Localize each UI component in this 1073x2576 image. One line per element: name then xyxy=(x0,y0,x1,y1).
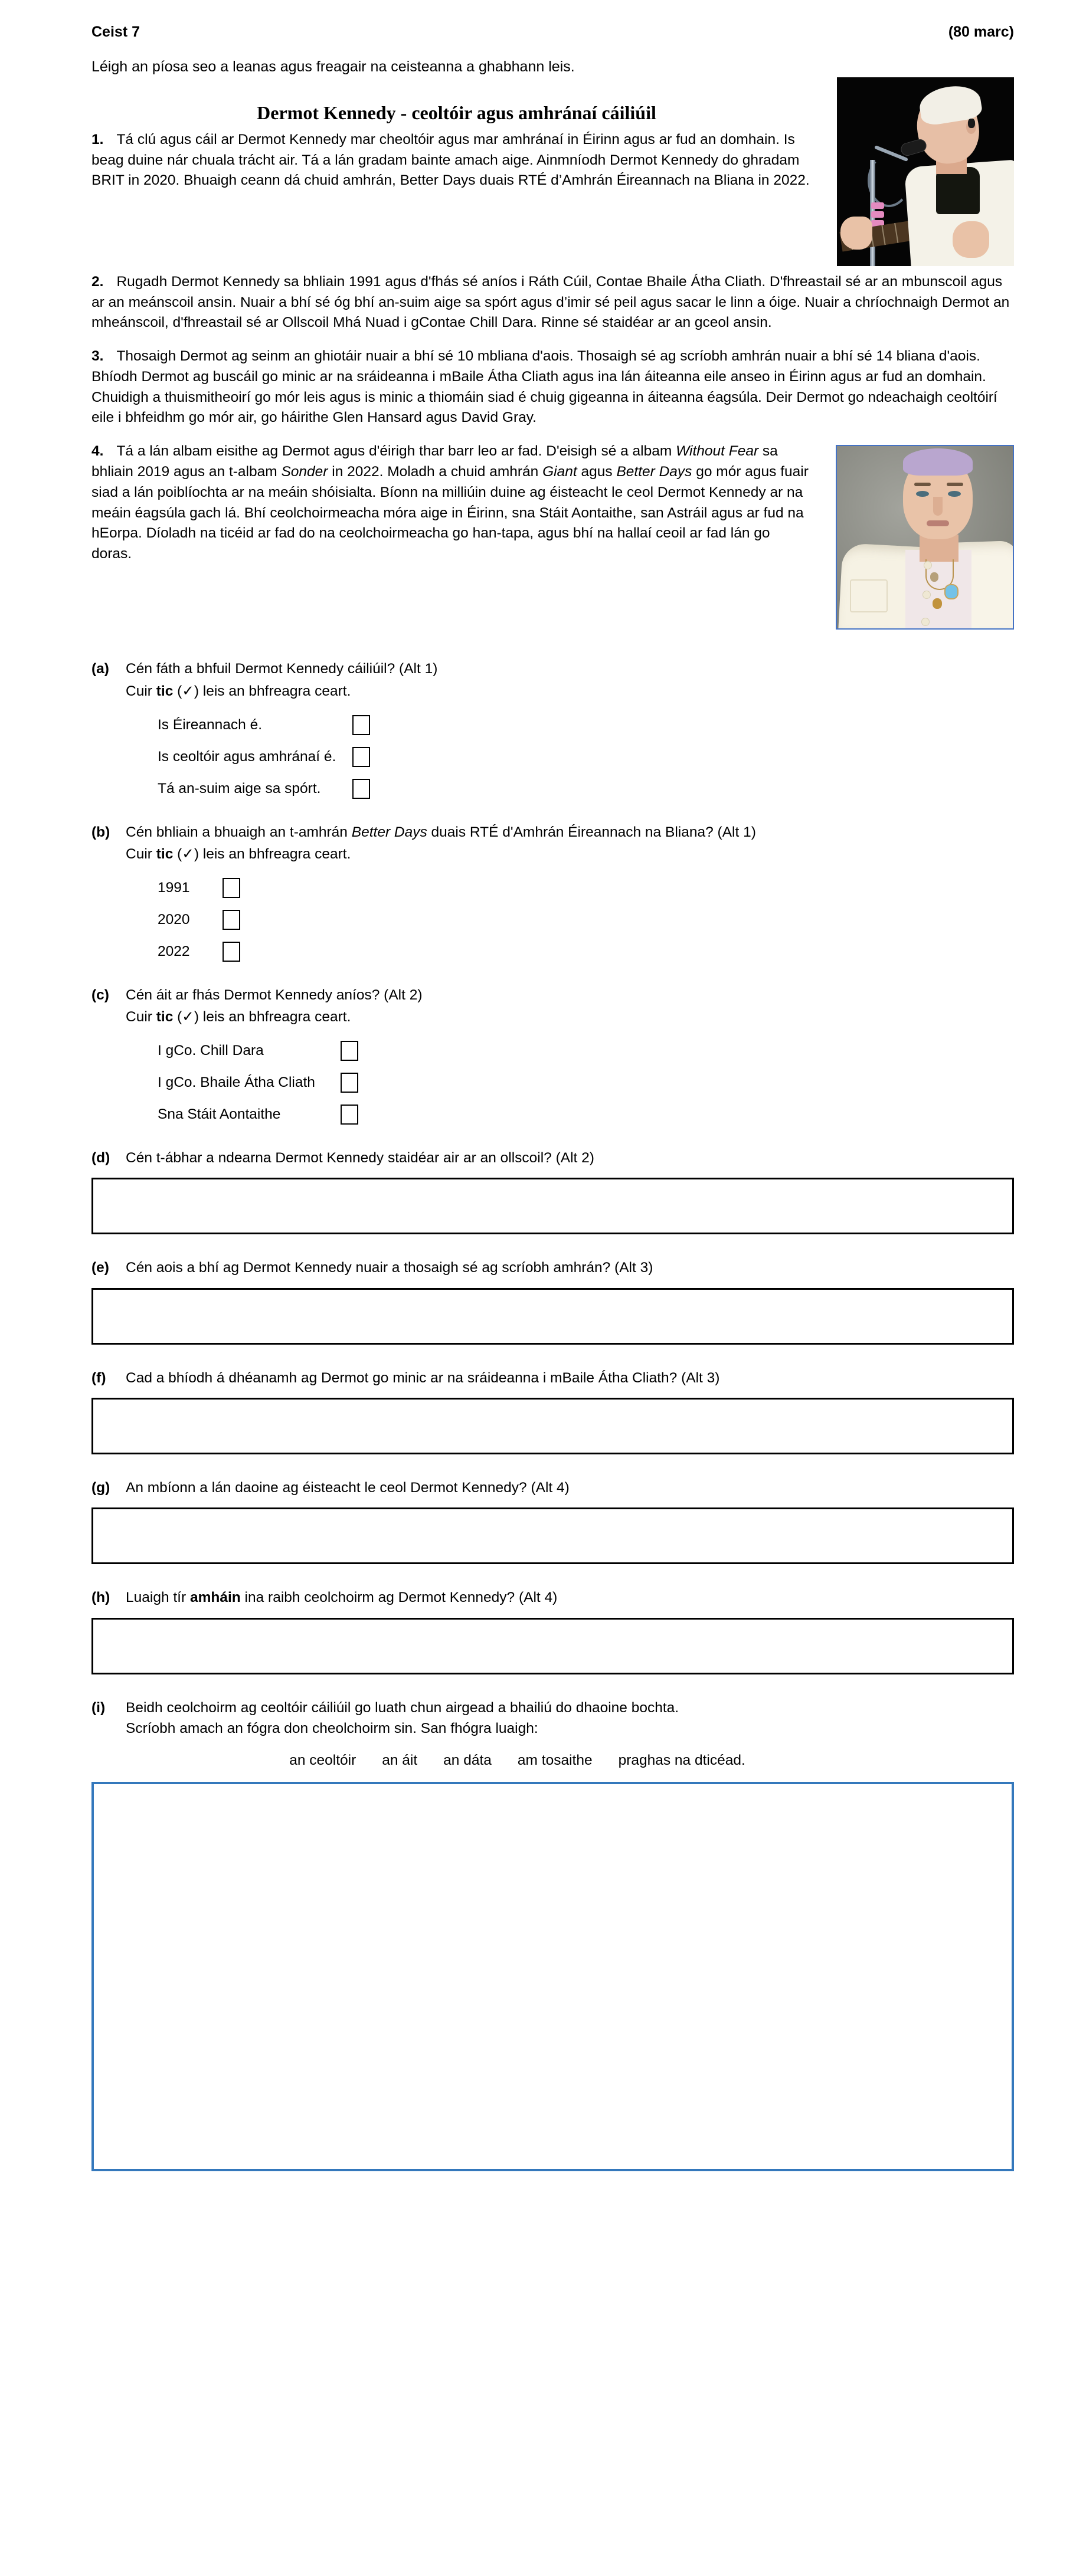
option-list xyxy=(158,878,1014,962)
answer-box-h[interactable] xyxy=(91,1618,1014,1674)
option-checkbox[interactable] xyxy=(223,878,240,898)
question-label: (a) xyxy=(91,661,109,677)
article-title: Dermot Kennedy - ceoltóir agus amhránaí cáiliúil xyxy=(257,101,656,123)
option-checkbox[interactable] xyxy=(223,910,240,930)
question-number: Ceist 7 xyxy=(91,24,140,40)
paragraph-text: Thosaigh Dermot ag seinm an ghiotáir nuair a bhí sé 10 mbliana d'aois. Thosaigh sé ag scríobh amhrán nuair a bhí sé 14 bliana d'aois. Bhíodh Dermot ag buscáil go minic ar na sráideanna i mBaile Átha Cliath agus ina lán áiteanna eile anseo in Éirinn agus ar fud an domhain. Chuidigh a thuismitheoirí go mór leis agus is minic a thiomáin siad é chuig gigeanna in áiteanna éagsúla. Deir Dermot go ndeachaigh ceoltóirí eile i bhfeidhm go mór air, go háirithe Glen Hansard agus David Gray. xyxy=(91,348,997,426)
question-i xyxy=(91,1698,1014,2171)
tick-instruction xyxy=(126,682,1014,700)
tick-instruction-bold: tic xyxy=(156,683,174,699)
tick-instruction-after: (✓) leis an bhfreagra ceart. xyxy=(173,683,351,699)
question-text: Cad a bhíodh á dhéanamh ag Dermot go minic ar na sráideanna i mBaile Átha Cliath? (Alt 3) xyxy=(126,1369,720,1386)
hint-word: am tosaithe xyxy=(517,1752,593,1768)
page-header xyxy=(91,24,1014,41)
paragraph-number: 3. xyxy=(91,348,104,365)
paragraph-4-run-7: Better Days xyxy=(616,464,692,480)
option-checkbox[interactable] xyxy=(341,1041,358,1061)
option-checkbox[interactable] xyxy=(341,1105,358,1125)
tick-instruction-before: Cuir xyxy=(126,1009,156,1025)
option-row[interactable] xyxy=(158,878,1014,898)
paragraph-text xyxy=(91,443,809,562)
question-text: Cén aois a bhí ag Dermot Kennedy nuair a thosaigh sé ag scríobh amhrán? (Alt 3) xyxy=(126,1260,653,1276)
left-hand xyxy=(840,217,872,250)
option-checkbox[interactable] xyxy=(352,779,370,799)
tick-instruction-before: Cuir xyxy=(126,683,156,699)
option-label: Is Éireannach é. xyxy=(158,716,263,733)
paragraph-4-run-6: agus xyxy=(577,464,617,480)
option-label: 1991 xyxy=(158,879,190,896)
question-text xyxy=(126,1588,1014,1608)
tick-instruction xyxy=(126,1008,1014,1025)
in-ear-monitor xyxy=(968,119,975,128)
question-b-text-run-2: duais RTÉ d'Amhrán Éireannach na Bliana? (Alt 1) xyxy=(427,824,756,840)
paragraph-4-run-0: Tá a lán albam eisithe ag Dermot agus d'éirigh thar barr leo ar fad. D'eisigh sé a albam xyxy=(116,443,676,460)
nose xyxy=(933,497,943,516)
question-text-line-1: Beidh ceolchoirm ag ceoltóir cáiliúil go luath chun airgead a bhailiú do dhaoine bochta. xyxy=(126,1699,679,1716)
hint-word: an áit xyxy=(382,1752,418,1768)
paragraph-4-run-5: Giant xyxy=(542,464,577,480)
right-hand xyxy=(953,221,989,258)
dermot-kennedy-portrait-photo xyxy=(836,445,1014,630)
option-row[interactable] xyxy=(158,779,1014,799)
reading-instruction: Léigh an píosa seo a leanas agus freagair na ceisteanna a ghabhann leis. xyxy=(91,58,575,75)
option-label: Is ceoltóir agus amhránaí é. xyxy=(158,748,336,765)
answer-box-g[interactable] xyxy=(91,1507,1014,1564)
option-row[interactable] xyxy=(158,1073,1014,1093)
hint-word: an ceoltóir xyxy=(289,1752,356,1768)
article-paragraph-2 xyxy=(91,272,1014,333)
paragraph-text: Rugadh Dermot Kennedy sa bhliain 1991 agus d'fhás sé aníos i Ráth Cúil, Contae Bhaile Átha Cliath. D'fhreastail sé ar an mbunscoil agus ar an meánscoil ansin. Nuair a bhí sé óg bhí an-suim aige sa spórt agus d’imir sé peil agus sacar le linn a óige. Nuair a chríochnaigh Dermot an mheánscoil, d'fhreastail sé ar Ollscoil Mhá Nuad i gContae Chill Dara. Rinne sé staidéar ar an gceol ansin. xyxy=(91,273,1010,331)
answer-box-d[interactable] xyxy=(91,1178,1014,1234)
tick-instruction-before: Cuir xyxy=(126,845,156,862)
question-label: (d) xyxy=(91,1150,110,1166)
question-label: (h) xyxy=(91,1589,110,1606)
question-e xyxy=(91,1258,1014,1344)
option-label: 2022 xyxy=(158,943,190,959)
option-row[interactable] xyxy=(158,910,1014,930)
question-b-text-run-1: Better Days xyxy=(351,824,427,840)
question-a xyxy=(91,659,1014,798)
option-row[interactable] xyxy=(158,1105,1014,1125)
question-b xyxy=(91,822,1014,962)
tick-instruction xyxy=(126,845,1014,863)
mouth xyxy=(927,520,949,526)
option-row[interactable] xyxy=(158,942,1014,962)
answer-box-e[interactable] xyxy=(91,1288,1014,1345)
question-text: Cén fáth a bhfuil Dermot Kennedy cáiliúil? (Alt 1) xyxy=(126,661,438,677)
pendant-blue-stone xyxy=(946,585,957,598)
option-label: Tá an-suim aige sa spórt. xyxy=(158,780,321,797)
purple-hair xyxy=(903,448,973,476)
paragraph-number: 4. xyxy=(91,443,104,460)
option-list xyxy=(158,715,1014,799)
paragraph-4-run-1: Without Fear xyxy=(676,443,759,460)
question-h xyxy=(91,1588,1014,1674)
question-label: (b) xyxy=(91,824,110,840)
tick-instruction-after: (✓) leis an bhfreagra ceart. xyxy=(173,1009,351,1025)
option-checkbox[interactable] xyxy=(341,1073,358,1093)
eyebrow-right xyxy=(947,483,963,486)
question-text xyxy=(126,822,1014,843)
question-d xyxy=(91,1148,1014,1234)
question-text: Cén t-ábhar a ndearna Dermot Kennedy staidéar air ar an ollscoil? (Alt 2) xyxy=(126,1150,594,1166)
marks-label: (80 marc) xyxy=(948,24,1014,40)
option-label: Sna Stáit Aontaithe xyxy=(158,1106,281,1123)
coat-pocket xyxy=(850,579,888,612)
question-c xyxy=(91,985,1014,1125)
option-checkbox[interactable] xyxy=(223,942,240,962)
question-b-text-run-0: Cén bhliain a bhuaigh an t-amhrán xyxy=(126,824,352,840)
question-label: (g) xyxy=(91,1480,110,1496)
tick-instruction-bold: tic xyxy=(156,845,174,862)
paragraph-4-run-3: Sonder xyxy=(281,464,328,480)
question-label: (i) xyxy=(91,1699,106,1716)
dermot-kennedy-performing-photo xyxy=(837,77,1014,266)
question-text: An mbíonn a lán daoine ag éisteacht le ceol Dermot Kennedy? (Alt 4) xyxy=(126,1480,570,1496)
question-text: Cén áit ar fhás Dermot Kennedy aníos? (Alt 2) xyxy=(126,987,423,1003)
paragraph-text: Tá clú agus cáil ar Dermot Kennedy mar cheoltóir agus mar amhránaí in Éirinn agus ar fud an domhain. Is beag duine nár chuala trácht air. Tá a lán gradam bainte amach aige. Ainmníodh Dermot Kennedy do ghradam BRIT in 2020. Bhuaigh ceann dá chuid amhrán, Better Days duais RTÉ d’Amhrán Éireannach na Bliana in 2022. xyxy=(91,131,810,189)
tick-instruction-bold: tic xyxy=(156,1009,174,1025)
paragraph-4-run-4: in 2022. Moladh a chuid amhrán xyxy=(328,464,543,480)
option-list xyxy=(158,1041,1014,1125)
hint-word-list xyxy=(91,1752,1014,1769)
paragraph-number: 1. xyxy=(91,131,104,148)
pendant-gold xyxy=(933,598,942,609)
answer-box-f[interactable] xyxy=(91,1398,1014,1454)
question-label: (e) xyxy=(91,1260,109,1276)
question-text-line-2: Scríobh amach an fógra don cheolchoirm sin. San fhógra luaigh: xyxy=(126,1720,538,1736)
paragraph-number: 2. xyxy=(91,273,104,290)
tick-instruction-after: (✓) leis an bhfreagra ceart. xyxy=(173,845,351,862)
question-f xyxy=(91,1368,1014,1454)
paragraph-4-run-8: go mór agus fuair siad a lán poiblíochta ar na meáin shóisialta. Bíonn na milliúin duine ag éisteacht le ceol Dermot Kennedy ar na meáin éagsúla gach lá. Bhí ceolchoirmeacha móra aige in Éirinn, sna Stáit Aontaithe, san Astráil agus ar fud na hEorpa. Díoladh na ticéid ar fad do na ceolchoirmeacha go han-tapa, agus bhí na hallaí ceoil ar fad lán go doras. xyxy=(91,464,809,562)
question-h-text-run-0: Luaigh tír xyxy=(126,1589,190,1606)
question-label: (f) xyxy=(91,1369,106,1386)
hint-word: praghas na dticéad. xyxy=(618,1752,745,1768)
question-h-text-run-2: ina raibh ceolchoirm ag Dermot Kennedy? (Alt 4) xyxy=(240,1589,558,1606)
option-row[interactable] xyxy=(158,747,1014,767)
hint-word: an dáta xyxy=(443,1752,492,1768)
option-label: I gCo. Bhaile Átha Cliath xyxy=(158,1074,315,1091)
question-label: (c) xyxy=(91,987,109,1003)
answer-box-i[interactable] xyxy=(91,1782,1014,2171)
option-checkbox[interactable] xyxy=(352,747,370,767)
question-h-text-run-1: amháin xyxy=(189,1589,241,1606)
dark-tshirt xyxy=(936,167,980,214)
pendant-small xyxy=(930,572,938,582)
article-paragraph-3 xyxy=(91,346,1014,428)
option-label: I gCo. Chill Dara xyxy=(158,1043,264,1059)
eyebrow-left xyxy=(914,483,931,486)
option-checkbox[interactable] xyxy=(352,715,370,735)
question-g xyxy=(91,1478,1014,1564)
paragraph-4-run-2: sa bhliain 2019 agus an t-albam xyxy=(91,443,778,480)
option-row[interactable] xyxy=(158,1041,1014,1061)
option-label: 2020 xyxy=(158,911,190,928)
option-row[interactable] xyxy=(158,715,1014,735)
